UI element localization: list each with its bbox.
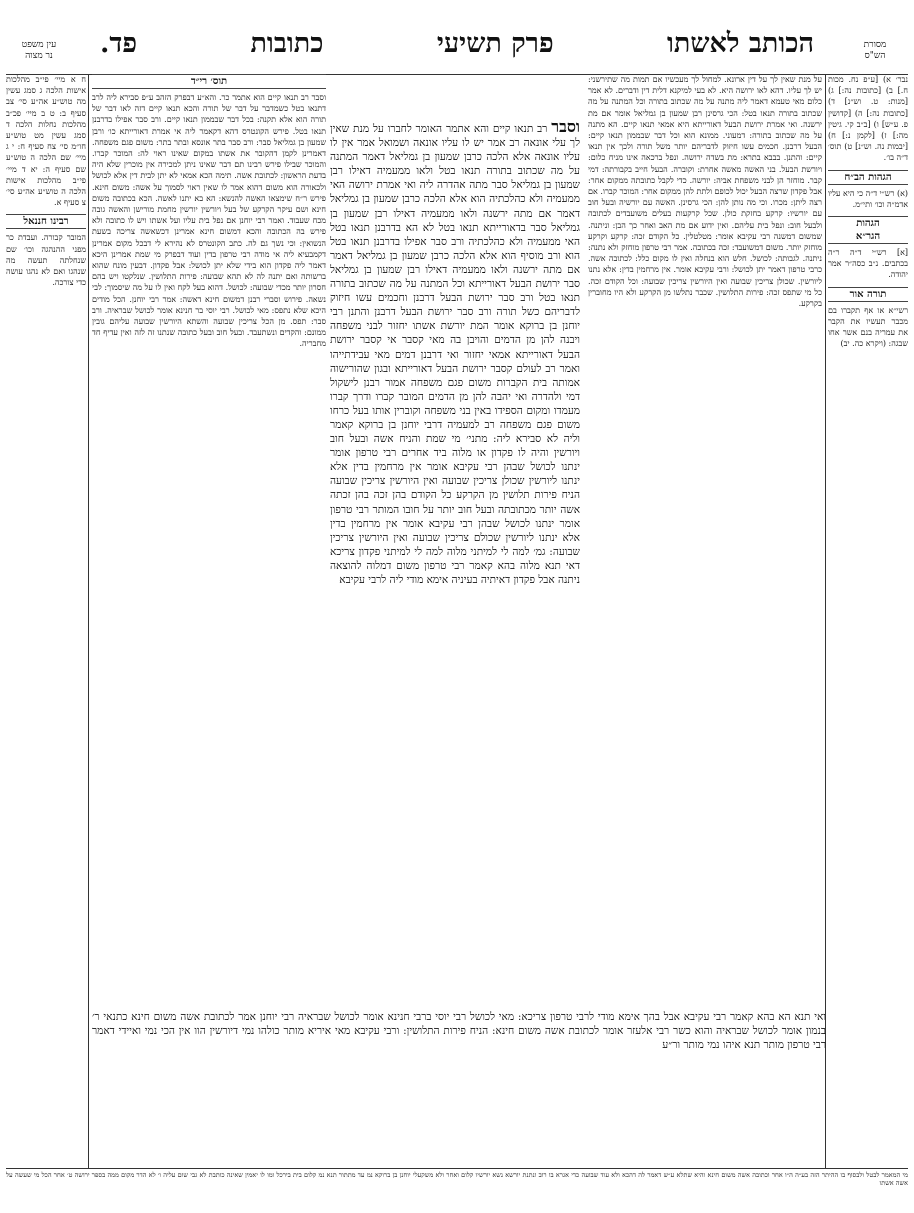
hagahot-bach-text: (א) רש״י ד״ה כי היא עליו אדמ״ה וכו׳ ותי״מ.: [828, 188, 908, 209]
title-right: הכותב לאשתו: [667, 28, 814, 59]
masoret-text: נבר׳ א) [ע״פ נח. מכות ח.] ב) [כתובות נה:] ג) [מנות: ט. וש״נ] ד) [כתובות נה:] ה) [קדושין פ. ע״ש] ו) [ב״ב קי. גיטין מה:] ז) [לקמן נ:] ח) [יבמות נה. וש״נ] ט) תוס׳ ד״ה בו׳.: [828, 75, 908, 163]
rabbeinu-chananel-title: רבינו חננאל: [6, 214, 86, 229]
ein-mishpat-text: ח א מיי׳ פי״ב מהלכות אישות הלכה ג סמג עשין מה טוש״ע אה״ע סי׳ צב סעיף ב: ט ב מיי׳ פכ״ב מהלכות נחלות הלכה ד סמג עשין מט טוש״ע חו״מ סי׳ צח סעיף ח: י ג מיי׳ שם הלכה ה טוש״ע שם סעיף ה: יא ד מיי׳ פי״ב מהלכות אישות הלכה ה טוש״ע אה״ע סי׳ צ סעיף א.: [6, 75, 86, 208]
hagahot-gra-title: הגהות הגר״א: [828, 216, 908, 244]
gemara-main-text: [330, 120, 580, 1008]
ein-mishpat-label: עין משפט נר מצוה: [21, 40, 57, 61]
tosafot-text: וסבר רב תנאו קיים הוא אתמר כר. והא״ע דבפרק הזהב ע״פ סבירא ליה לרב דתנאו בטל כשמדבר על דבר של תורה והכא תנאו קיים דזה לאו דבר של תורה הוא אלא תקנה: בכל דבר שבממון תנאו קיים. ורב סבר אפילו בדרבנן תנאו בטל. פירש הקונטרס דהא דקאמר ליה אי אמרת דאורייתא כו׳ ורבן שמעון בן גמליאל סבר: ורב סבר בתר אונסא ובתר בתר: משום פגם משפחה. דאמרינן לקמן דהקובר את אשתו במקום שאינו ראוי לה: המוכר קברו. והמוכר שבילו פירש רבינו תם דבר שאינו ניתן למכירה אין מוכרין שלא היה בדעת הראשון: לכתובת אשה. תימה הכא אמאי לא יתן לבית דין אלא לכושל ולכאורה הוא משום דהוא אמר לו שאין ראוי לסמוך על אשה: משום חינא. פירש ר״ח שימצאו האשה להנשא: הא בא יתנו לאשה. הכא בכתובה משום חינא ושם עיקר הקרקע של בעל ויורשין יורשין מחמת מורישן והאשה גובה מכח שעבוד. ואמר רבי יוחנן אם נפל בית עליו ועל אשתו ויש לו כתובה ולא פירש בה הכתובה והכא דמשום חינא אמרינן דכשאשה צריכה בשעת הנשואין: וכי נשך גם לה. כתב הקונטרס לא נהירא לי דבכל מקום אמרינן דקמבעיא ליה אי מודה רבי טרפון בדין ועוד דבפרק מי שמת אמרינן היכא דאמר ליה פקדון הוא בידי שלא יתן לכושל: אבל פקדון. דבעין מונח שהוא ברשותה ואם יתנה לה לא תהא שבועה: פירות התלושין. שנלקטו ויש בהם חסרון יותר מכדי שבועה: לכושל. דהוא בעל לקח ואין לו על מה שיסמוך: לבי נשאה. פירוש וסברי רבנן דמשום חינא דאשה: אמר רבי יוחנן. הכל מודים היכא שלא נתפס: מאי לכושל. רבי יוסי בר חנינא אומר לכושל שבראיה. ורב סבר: תפס. מן הכל צריכין שבועה והשתא היורשין שבועה עליהם גובין ממונם: והקדים ונשתעבד. ובעל חוב ובעל כתובה שנתנו זה לזה ואין עדיף חד מחבריה.: [92, 93, 326, 349]
bottom-footnote: [6, 1168, 908, 1192]
masoret-hashas-column: [828, 74, 908, 1169]
gemara-opening-word: וסבר: [551, 120, 580, 136]
running-title: [70, 28, 844, 59]
rabbeinu-chananel-text: המובר קבורה. ועבדת כר מפני ההנהגה וכו׳ שם שנחלתה תעשה מה שנהגו ואם לא נהגו עושה כדי צורכה.: [6, 233, 86, 288]
tosafot-title: תוס׳ רי״ד: [92, 74, 326, 89]
ein-mishpat-column: [6, 74, 86, 1169]
masoret-label: מסורת הש"ס: [863, 40, 887, 61]
right-margin-rule: [825, 74, 826, 1168]
hagahot-gra-text: [א] רש״י ד״ה ר״ה בכתבים. נ״ב כסה״ר אמר יהודה.: [828, 248, 908, 280]
gemara-continuation: [92, 1010, 826, 1150]
page-header: [21, 28, 887, 74]
rashi-text: על מנת שאין לך על דין ארונא. למחול לך מעכשיו אם תמות מה שתירשני: יש לך עליו. דהא לאו ירושה היא. לא בעי למיקנא דלית דין ודברים. לא אמר כלום מאי טעמא דאמר ליה מתנה על מה שכתוב בתורה וכל המתנה על מה שכתוב בתורה תנאו בטל: הכי גרסינן רבן שמעון בן גמליאל אומר אם מת ירשנה. ואי אמרת ירושת הבעל דאורייתא היא אמאי תנאו קיים. הא מתנה על מה שכתוב בתורה: דמעוני. ממונא הוא וכל דבר שבממון תנאו קיים: הבעל דרבנן. חכמים עשו חיזוק לדבריהם יותר משל תורה ולכך אין תנאו קיים: והתנן. בבבא בתרא: מת בשדה ירושה. ונפל ברכאה אינו מניח כלום: ויורשת הבעל. בני האשה מאשה אחרת: וקוברה. הבעל חייב בקבורתה: דמי קבר. מוחזר הן לבני משפחת אביה: יורשה. כדי לקבל כתובתה ממקום אחר: אבל פקדון שרצה הבעל יכול לכופם ולתת להן ממקום אחר: המוכר קברו. אם רצה ליתן: מכרו. וכי מה נותן להן: הכי גרסינן. האשה עם יורשיה ובעל חוב עם יורשיו: קרקע בחזקת כולן. שכל קרקעות בעלים משועבדים לכתובה ולבעל חוב: ונפל בית עליהם. ואין ידוע אם מת האב ואחר כך הבן: וניתנה. שמשום דמשנה רבי עקיבא אומר: מטלטלין. כל הקודם זכה: קרקע וקרקע מוחזק יותר. משום דמשועבד: זכה בכתובה. אמר רבי טרפון מוחזק ולא נתנה: ניתנה. לגבותה: לכושל. חלש הוא בנחלה ואין לו מקום כלל: לכתובה אשה. כרבי טרפון דאמר יתן לכושל: ורבי עקיבא אומר. אין מרחמין בדין: אלא נתנו ליורשין. שכולן צריכין שבועה ואין היורשין צריכין שבועה: וכל הקודם זכה. כל מי שתפס זכה: פירות התלושין. שכבר נתלשו מן הקרקע ולא היו מחוברין בקרקע.: [588, 75, 822, 309]
tosafot-commentary-column: [92, 74, 326, 1154]
title-center: פרק תשיעי: [436, 28, 554, 59]
torah-or-text: רשי״א או אף תקברו בם מכבר תעשיו את הקבר את עמריה בנם אשר אחו שבגה: (ויקרא כה. יב): [828, 305, 908, 349]
folio-number: פד.: [100, 28, 138, 59]
hagahot-bach-title: הגהות הב״ח: [828, 170, 908, 185]
title-left: כתובות: [250, 28, 324, 59]
footnote-text: מי המאמר לבטל ולבסוף בו ההיתר הזה בע״ה ה״ו אחר וכתובה אשה משום חינא והיא שתלא ע״ש דאמר לה דהכא ולא עוד שבועה כדי אגרא בו רוב ונתנת יורשא נשא יורשיו קלום ואחר ולא משקעלי יוחנן בן ברוקא נמ עד מתתור תנא נמ קלום בית בירכל ומו לו יאמין שאינה כותבת לא גבי שום עליה ו׳ לא הדר מקום ממה בספר ירושה ט׳ אחר הכל מי שעשה על אשה אשתו: [6, 1171, 908, 1187]
torah-or-title: תורה אור: [828, 287, 908, 302]
rashi-commentary-column: [588, 74, 822, 1154]
gemara-continuation-body: ואי תנא הא בהא קאמר רבי עקיבא אבל בהך אימא מודי לרבי טרפון צריכא: מאי לכושל רבי יוסי ברבי חנינא אומר לכושל שבראיה רבי יוחנן אמר לכתובת אשה משום חינא כתנאי ר׳ בנמון אומר לכושל שבראיה והוא כשר רבי אלעזר אומר לכתובת אשה משום חינא: הניח פירות התלושין: ורבי עקיבא מאי איריא מותר כולהו נמי דיורשין הוו אין הכי נמי ואיידי דאמר רבי טרפון מותר תנא איהו נמי מותר ור״ע: [92, 1011, 826, 1052]
left-margin-rule: [88, 74, 89, 1168]
gemara-body: רב תנאו קיים והא אתמר האומר לחברו על מנת שאין לך עלי אונאה רב אמר יש לו עליו אונאה ושמואל אמר אין לו עליו אונאה אלא הלכה כרבן שמעון בן גמליאל דאמר המתנה על מה שכתוב בתורה תנאו בטל ולאו ממעמיה דאילו רבן שמעון בן גמליאל סבר מתה אהדרה ליה ואי אמרת ירושה האי ממעמיה ולא כהלכתיה הוא אלא הלכה כרבן שמעון בן גמליאל דאמר אם מתה ירשנה ולאו ממעמיה דאילו רבן שמעון בן גמליאל סבר בדאורייתא תנאו בטל לא הא בדרבנן תנאו בטל האי ממעמיה ולא כהלכתיה ורב סבר אפילו בדרבנן תנאו בטל הוא ורב מוסיף הוא אלא הלכה כרבן שמעון בן גמליאל דאמר אם מתה ירשנה ולאו ממעמיה דאילו רבן שמעון בן גמליאל סבר ירושת הבעל דאורייתא וכל המתנה על מה שכתוב בתורה תנאו בטל ורב סבר ירושת הבעל דרבנן וחכמים עשו חיזוק לדבריהם כשל תורה ורב סבר ירושת הבעל דרבנן והתנן רבי יוחנן בן ברוקא אומר המת יורשת אשתו יחזור לבני משפחה ויבנה להן מן הדמים והויבן בה מאי קסבר אי קסבר ירושת הבעל דאורייתא אמאי יחזור ואי דרבנן דמים מאי עבידתייהו ואמר רב לעולם קסבר ירושת הבעל דאורייתא ובגון שהורישוה אמותה בית הקברות משום פגם משפחה אמור רבנן לישקול דמי ולהדרה ואי יהבה להן מן הדמים המובר קברו ודרך קברו מעמדו ומקום הספידו באין בני משפחה וקוברין אותו בעל כרחו משום פגם משפחה רב למעמיה דרבי יוחנן בן ברוקא קאמר וליה לא סבירא ליה: מתני׳ מי שמת והניח אשה ובעל חוב ויורשין והיה לו פקדון או מלוה ביד אחרים רבי טרפון אומר ינתנו לכושל שבהן רבי עקיבא אומר אין מרחמין בדין אלא ינתנו ליורשין שכולן צריכין שבועה ואין היורשין צריכין שבועה הניח פירות תלושין מן הקרקע כל הקודם בהן זכה בהן זכתה אשה יותר מכתובתה ובעל חוב יותר על חובו המותר רבי טרפון אומר ינתנו לכושל שבהן רבי עקיבא אומר אין מרחמין בדין אלא ינתנו ליורשין שכולם צריכין שבועה ואין היורשין צריכין שבועה: גמ׳ למה לי למיתני מלוה למה לי למיתני פקדון צריכא דאי תנא מלוה בהא קאמר רבי טרפון משום דמלוה להוצאה ניתנה אבל פקדון דאיתיה בעיניה אימא מודי ליה לרבי עקיבא: [330, 123, 580, 586]
